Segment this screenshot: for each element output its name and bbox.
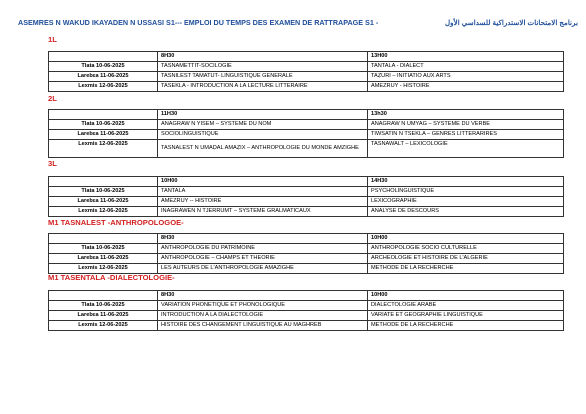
day-cell: Tlata 10-06-2025 [49,120,158,130]
exam-cell: TASNAMETTIT-SOCILOGIE [158,62,368,72]
day-cell: Tlata 10-06-2025 [49,301,158,311]
exam-cell: TASEKLA - INTRODUCTION A LA LECTURE LITTERAIRE [158,82,368,92]
empty-cell [49,110,158,120]
table-row [49,62,564,72]
table-row [49,140,564,158]
exam-cell: SOCIOLINGUISTIQUE [158,130,368,140]
timetable-m1-dialectologie [48,290,564,331]
table-row [49,130,564,140]
day-cell: Tlata 10-06-2025 [49,244,158,254]
time-slot-1: 10H00 [158,177,368,187]
exam-cell: TANTALA - DIALECT [368,62,564,72]
table-row [49,254,564,264]
empty-cell [49,52,158,62]
table-row [49,187,564,197]
exam-cell: TIWSATIN N TSEKLA – GENRES LITTERARIRES [368,130,564,140]
exam-cell: METHODE DE LA RECHERCHE [368,321,564,331]
section-label-2l: 2L [48,94,57,103]
table-row [49,82,564,92]
exam-cell: INAGRAWEN N TJERRUMT – SYSTEME GRALMATICAUX [158,207,368,217]
empty-cell [49,291,158,301]
time-header-row [49,234,564,244]
table-row [49,120,564,130]
document-title [18,16,578,28]
section-label-1l: 1L [48,35,57,44]
exam-cell: INTRODUCTION A LA DIALECTOLOGIE [158,311,368,321]
day-cell: Larebɛa 11-06-2025 [49,130,158,140]
section-label-3l: 3L [48,159,57,168]
day-cell: Larebɛa 11-06-2025 [49,197,158,207]
exam-cell: AMEZRUY -- HISTOIRE [158,197,368,207]
time-slot-2: 10H00 [368,234,564,244]
exam-cell: ARCHEOLOGIE ET HISTOIRE DE L'ALGERIE [368,254,564,264]
time-slot-1: 8H30 [158,234,368,244]
table-row [49,207,564,217]
title-french: ASEMRES N WAKUD IKAYADEN N USSASI S1--- EMPLOI DU TEMPS DES EXAMEN DE RATTRAPAGE S1 - [18,17,379,27]
time-slot-1: 8H30 [158,52,368,62]
exam-cell: ANALYSE DE DESCOURS [368,207,564,217]
time-slot-1: 8H30 [158,291,368,301]
table-row [49,311,564,321]
empty-cell [49,177,158,187]
table-row [49,321,564,331]
exam-cell: ANAGRAW N UMYAG – SYSTEME DU VERBE [368,120,564,130]
time-header-row [49,52,564,62]
timetable-3l [48,176,564,217]
time-header-row [49,110,564,120]
exam-cell: VARIATE ET GEOGRAPHIE LINGUISTIQUE [368,311,564,321]
exam-cell: PSYCHOLINGUISTIQUE [368,187,564,197]
table-row [49,301,564,311]
exam-cell: ANTHROPOLOGIE – CHAMPS ET THEORIE [158,254,368,264]
exam-cell: ANTHROPOLOGIE SOCIO CULTURELLE [368,244,564,254]
section-label-m1-anthropologie: M1 TASNALEST -ANTHROPOLOGOE- [48,218,184,227]
day-cell: Lexmis 12-06-2025 [49,264,158,274]
day-cell: Lexmis 12-06-2025 [49,82,158,92]
table-row [49,244,564,254]
time-header-row [49,291,564,301]
day-cell: Tlata 10-06-2025 [49,187,158,197]
time-slot-1: 11H30 [158,110,368,120]
time-slot-2: 13h30 [368,110,564,120]
time-slot-2: 10H00 [368,291,564,301]
exam-cell: TASNAWALT – LEXICOLOGIE [368,140,564,158]
exam-cell: TASNILEST TAMATUT- LINGUISTIQUE GENERALE [158,72,368,82]
table-row [49,197,564,207]
day-cell: Larebɛa 11-06-2025 [49,311,158,321]
table-row [49,72,564,82]
time-header-row [49,177,564,187]
exam-cell: LES AUTEURS DE L'ANTHROPOLOGIE AMAZIGHE [158,264,368,274]
day-cell: Larebɛa 11-06-2025 [49,72,158,82]
day-cell: Lexmis 12-06-2025 [49,140,158,158]
exam-cell: METHODE DE LA RECHERCHE [368,264,564,274]
exam-cell: TASNALEST N UMAḌAL AMAẒIX – ANTHROPOLOGIE DU MONDE AMZIGHE [158,140,368,158]
exam-cell: DIALECTOLOGIE ARABE [368,301,564,311]
title-arabic: برنامج الامتحانات الاستدراكية للسداسي الأول [444,17,578,27]
exam-cell: TAẒURI – INITIATIO AUX ARTS [368,72,564,82]
timetable-2l [48,109,564,158]
empty-cell [49,234,158,244]
exam-cell: AMEZRUY - HISTOIRE [368,82,564,92]
day-cell: Lexmis 12-06-2025 [49,207,158,217]
time-slot-2: 14H30 [368,177,564,187]
exam-cell: ANTHROPOLOGIE DU PATRIMOINE [158,244,368,254]
timetable-m1-anthropologie [48,233,564,274]
time-slot-2: 13H00 [368,52,564,62]
exam-cell: TANTALA [158,187,368,197]
exam-cell: ANAGRAW N YISEM – SYSTEME DU NOM [158,120,368,130]
table-row [49,264,564,274]
section-label-m1-dialectologie: M1 TASENTALA -DIALECTOLOGIE- [48,273,175,282]
timetable-1l [48,51,564,92]
day-cell: Lexmis 12-06-2025 [49,321,158,331]
day-cell: Larebɛa 11-06-2025 [49,254,158,264]
exam-cell: VARIATION PHONETIQUE ET PHONOLOGIQUE [158,301,368,311]
day-cell: Tlata 10-06-2025 [49,62,158,72]
exam-cell: LEXICOGRAPHIE [368,197,564,207]
exam-cell: HISTOIRE DES CHANGEMENT LINGUISTIQUE AU MAGHREB [158,321,368,331]
